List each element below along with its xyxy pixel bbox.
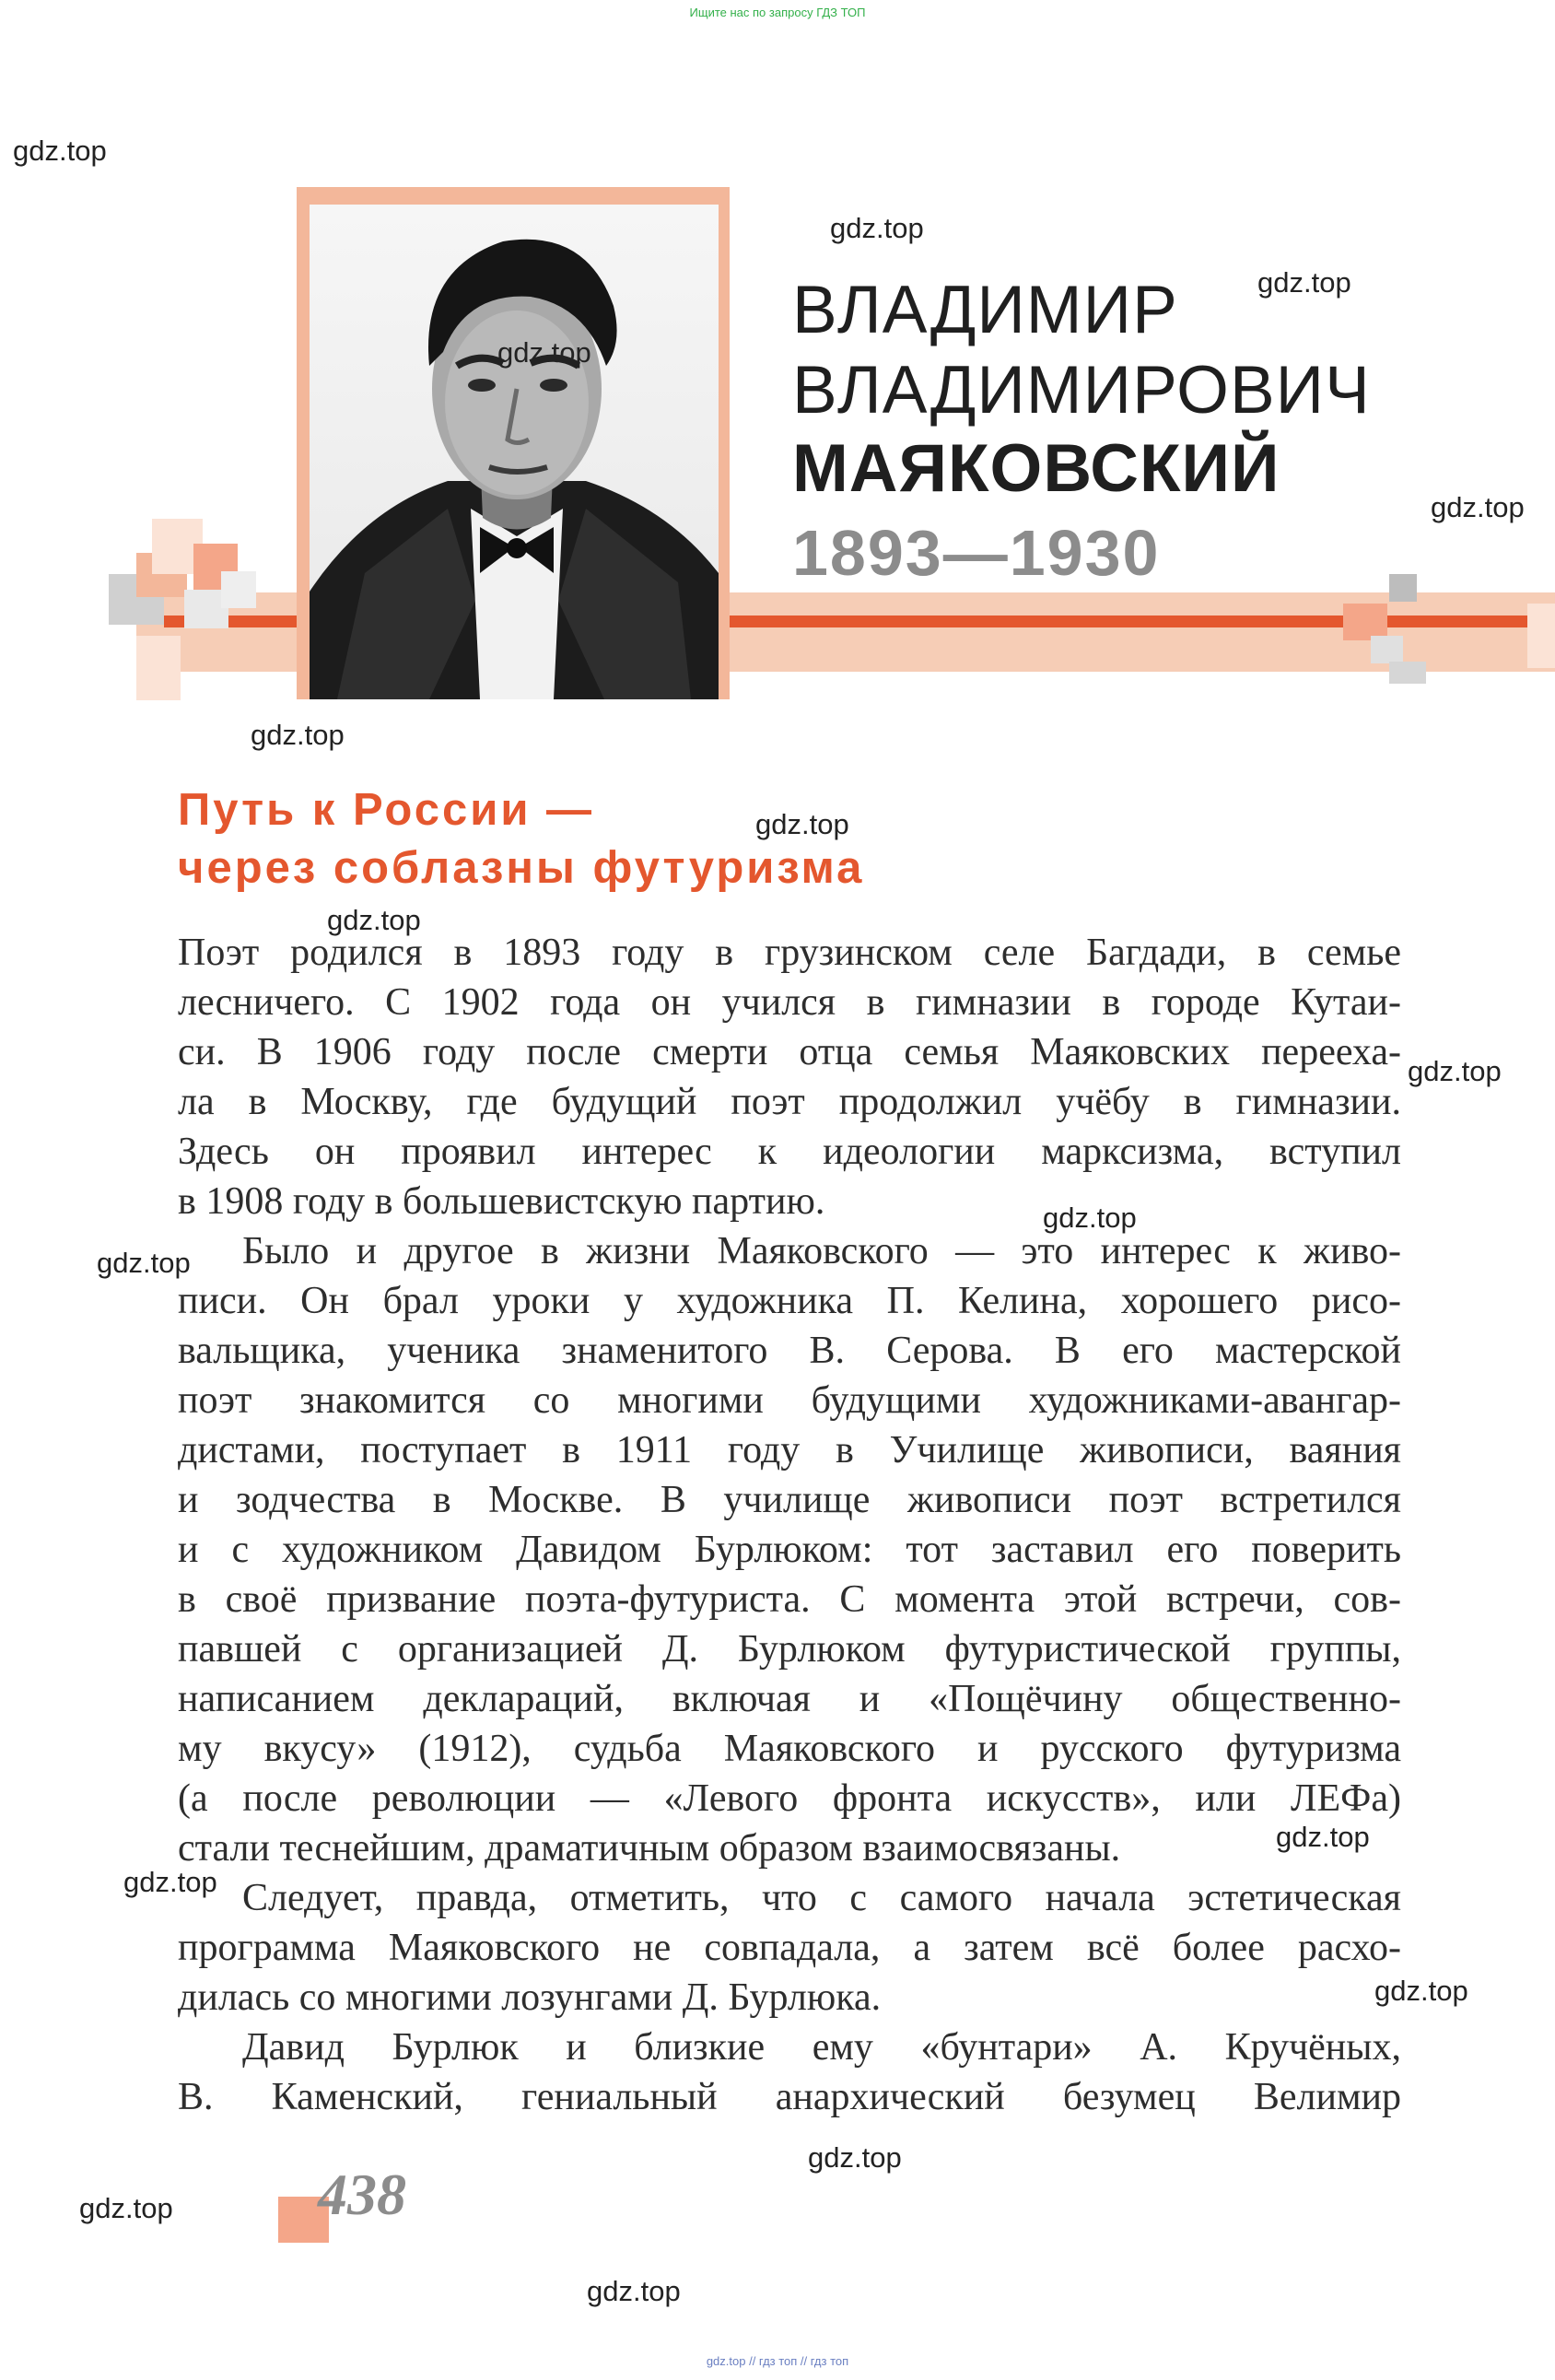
watermark: gdz.top (755, 808, 849, 840)
text-line: стали теснейшим, драматичным образом взаимосвязаны. (178, 1827, 1121, 1870)
text-line: и с художником Давидом Бурлюком: тот заставил его поверить (178, 1529, 1401, 1571)
watermark: gdz.top (808, 2141, 902, 2174)
text-line: Давид Бурлюк и близкие ему «бунтари» А. Кручёных, (242, 2026, 1401, 2069)
text-line: Следует, правда, отметить, что с самого начала эстетическая (242, 1877, 1401, 1919)
text-line: лесничего. С 1902 года он учился в гимназии в городе Кутаи- (178, 981, 1401, 1024)
section-heading-line1: Путь к России — (178, 785, 595, 835)
text-line: написанием деклараций, включая и «Пощёчину общественно- (178, 1678, 1401, 1720)
watermark: gdz.top (1043, 1202, 1137, 1234)
watermark: gdz.top (1257, 266, 1351, 299)
text-line: писи. Он брал уроки у художника П. Келина, хорошего рисо- (178, 1280, 1401, 1322)
text-line: Поэт родился в 1893 году в грузинском селе Багдади, в семье (178, 932, 1401, 974)
author-portrait (310, 205, 719, 699)
text-line: Было и другое в жизни Маяковского — это интерес к живо- (242, 1230, 1401, 1272)
text-line: вальщика, ученика знаменитого В. Серова. В его мастерской (178, 1330, 1401, 1372)
text-line: В. Каменский, гениальный анархический безумец Велимир (178, 2076, 1401, 2118)
watermark: gdz.top (1276, 1821, 1370, 1853)
text-line: в своё призвание поэта-футуриста. С момента этой встречи, сов- (178, 1578, 1401, 1621)
watermark: gdz.top (1374, 1975, 1468, 2007)
watermark: gdz.top (13, 135, 107, 167)
author-years: 1893—1930 (792, 517, 1161, 589)
watermark: gdz.top (327, 904, 421, 936)
watermark: gdz.top (1431, 491, 1525, 523)
watermark: gdz.top (79, 2192, 173, 2224)
text-line: программа Маяковского не совпадала, а затем всё более расхо- (178, 1927, 1401, 1969)
text-line: Здесь он проявил интерес к идеологии марксизма, вступил (178, 1131, 1401, 1173)
top-search-note: Ищите нас по запросу ГДЗ ТОП (689, 6, 866, 19)
section-heading-line2: через соблазны футуризма (178, 843, 865, 893)
text-line: поэт знакомится со многими будущими художниками-авангар- (178, 1379, 1401, 1422)
text-line: в 1908 году в большевистскую партию. (178, 1180, 825, 1223)
watermark: gdz.top (587, 2275, 681, 2307)
watermark: gdz.top (123, 1866, 217, 1898)
text-line: и зодчества в Москве. В училище живописи поэт встретился (178, 1479, 1401, 1521)
watermark: gdz.top (497, 336, 591, 369)
watermark: gdz.top (1408, 1055, 1502, 1087)
watermark: gdz.top (251, 719, 345, 751)
text-line: дистами, поступает в 1911 году в Училище живописи, ваяния (178, 1429, 1401, 1471)
author-last-name: МАЯКОВСКИЙ (792, 431, 1280, 506)
text-line: дилась со многими лозунгами Д. Бурлюка. (178, 1976, 882, 2019)
watermark: gdz.top (97, 1247, 191, 1279)
watermark: gdz.top (830, 212, 924, 244)
bottom-watermark-note: gdz.top // гдз топ // гдз топ (706, 2354, 849, 2368)
text-line: (а после революции — «Левого фронта искусств», или ЛЕФа) (178, 1777, 1401, 1820)
text-line: ла в Москву, где будущий поэт продолжил учёбу в гимназии. (178, 1081, 1401, 1123)
author-first-name: ВЛАДИМИР (792, 273, 1178, 347)
text-line: си. В 1906 году после смерти отца семья Маяковских перееха- (178, 1031, 1401, 1073)
text-line: павшей с организацией Д. Бурлюком футуристической группы, (178, 1628, 1401, 1671)
author-patronymic: ВЛАДИМИРОВИЧ (792, 353, 1371, 428)
text-line: му вкусу» (1912), судьба Маяковского и русского футуризма (178, 1728, 1401, 1770)
page-number: 438 (318, 2162, 406, 2227)
